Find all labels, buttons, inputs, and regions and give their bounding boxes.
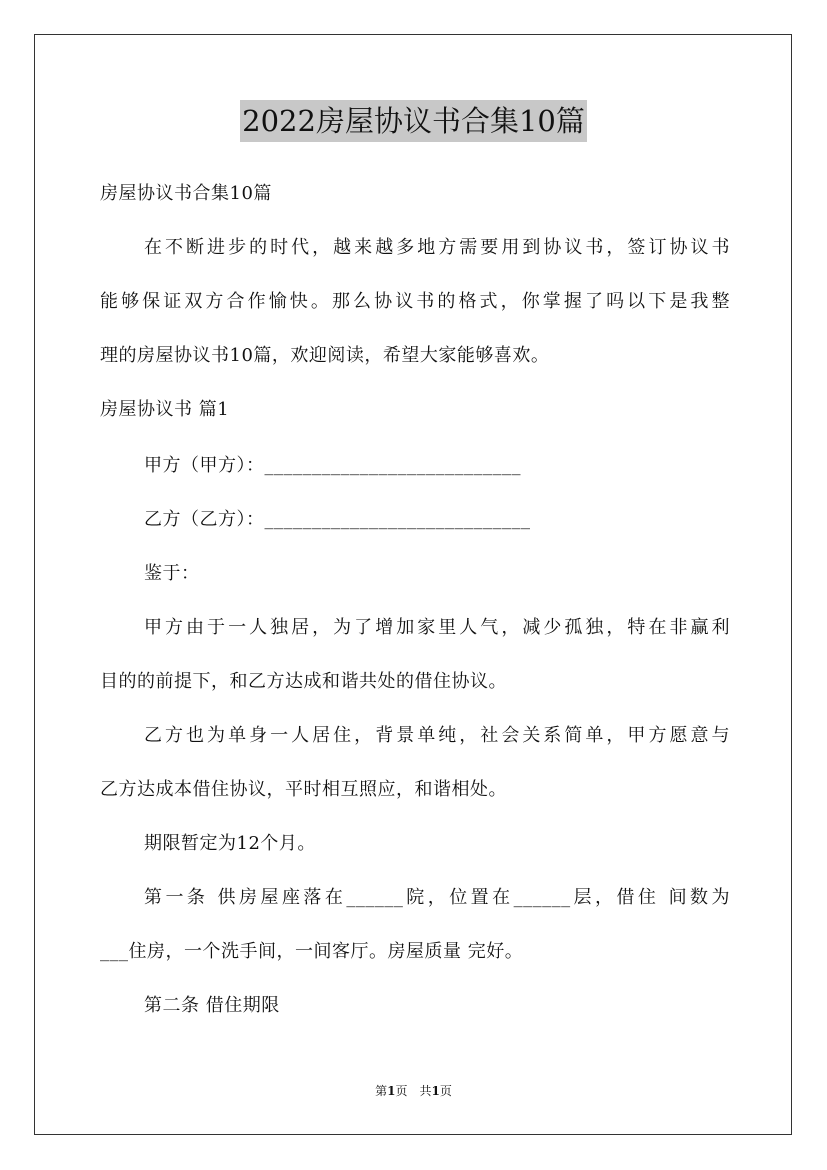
para2-line-1: 乙方也为单身一人居住，背景单纯，社会关系简单，甲方愿意与: [144, 725, 730, 746]
article1-line-2: ___住房，一个洗手间，一间客厅。房屋质量 完好。: [100, 941, 524, 962]
para1-line-1: 甲方由于一人独居，为了增加家里人气，减少孤独，特在非赢利: [144, 617, 730, 638]
footer-page-number: 1: [387, 1084, 396, 1098]
section-heading: 房屋协议书 篇1: [100, 399, 230, 420]
footer-page-total: 1: [431, 1084, 440, 1098]
intro-line-1: 在不断进步的时代，越来越多地方需要用到协议书，签订协议书: [144, 237, 730, 258]
intro-line-2: 能够保证双方合作愉快。那么协议书的格式，你掌握了吗以下是我整: [100, 291, 730, 312]
party-b-line: 乙方（乙方）：____________________________: [144, 509, 531, 530]
document-title: 2022房屋协议书合集10篇: [240, 100, 587, 142]
whereas-line: 鉴于：: [144, 563, 200, 584]
footer-page-prefix: 第: [375, 1084, 388, 1098]
term-line: 期限暂定为12个月。: [144, 833, 316, 854]
page-footer: [0, 1082, 827, 1100]
article2-line: 第二条 借住期限: [144, 995, 280, 1016]
para1-line-2: 目的的前提下，和乙方达成和谐共处的借住协议。: [100, 671, 507, 692]
para2-line-2: 乙方达成本借住协议，平时相互照应，和谐相处。: [100, 779, 507, 800]
footer-page-mid: 页 共: [395, 1084, 432, 1098]
footer-page-suffix: 页: [439, 1084, 452, 1098]
party-a-line: 甲方（甲方）：___________________________: [144, 455, 521, 476]
document-subtitle: 房屋协议书合集10篇: [100, 183, 272, 204]
intro-line-3: 理的房屋协议书10篇，欢迎阅读，希望大家能够喜欢。: [100, 345, 550, 366]
article1-line-1: 第一条 供房屋座落在______院，位置在______层，借住 间数为: [144, 887, 730, 908]
title-container: [0, 100, 827, 142]
